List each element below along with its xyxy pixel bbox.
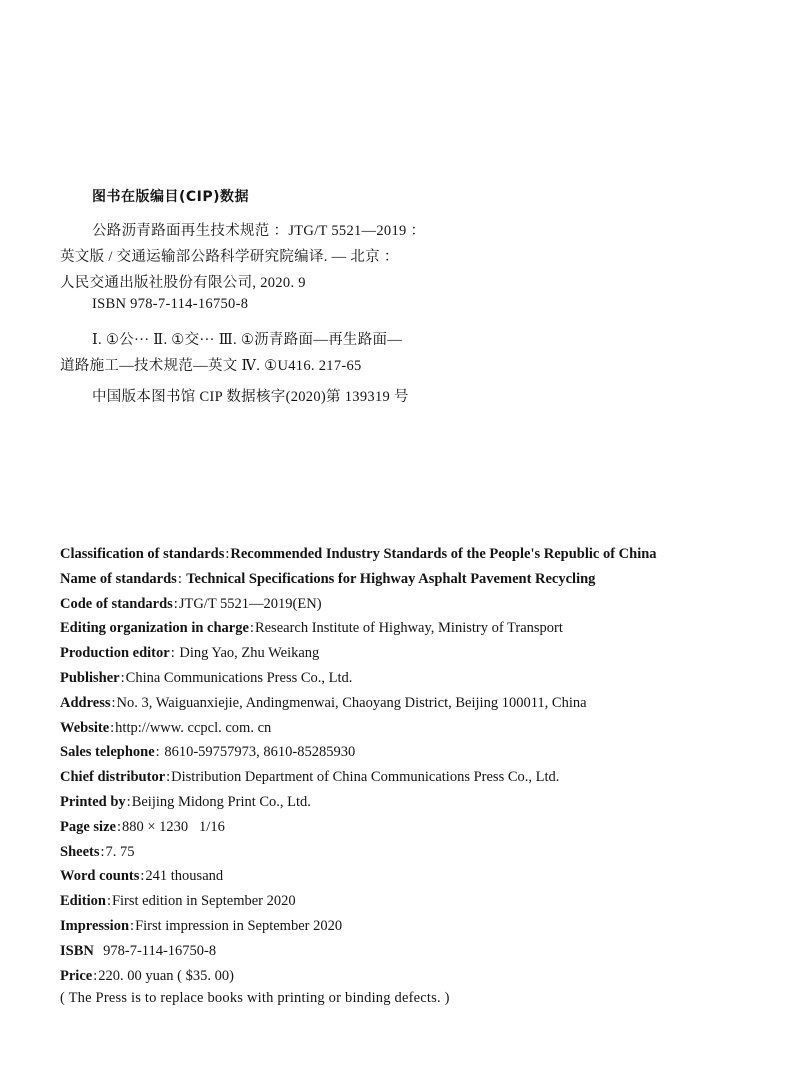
info-value: 7. 75 xyxy=(105,843,135,860)
info-value: 220. 00 yuan ( $35. 00) xyxy=(98,967,234,984)
info-row-isbn xyxy=(60,941,780,966)
info-row-sales-telephone xyxy=(60,742,780,767)
info-row-word-counts xyxy=(60,866,780,891)
info-value: No. 3, Waiguanxiejie, Andingmenwai, Chaoyang District, Beijing 100011, China xyxy=(116,694,587,711)
info-sep: : xyxy=(111,694,116,711)
info-label: Publisher xyxy=(60,669,120,686)
info-sep: : xyxy=(120,669,125,686)
info-value: Beijing Midong Print Co., Ltd. xyxy=(131,793,311,810)
info-label: Classification of standards xyxy=(60,546,225,562)
info-sep: : xyxy=(110,719,115,736)
info-value: 880 × 1230 1/16 xyxy=(122,818,225,835)
cip-heading: 图书在版编目(CIP)数据 xyxy=(92,189,250,205)
info-value: Technical Specifications for Highway Asphalt Pavement Recycling xyxy=(182,570,596,587)
info-value: 978-7-114-16750-8 xyxy=(95,942,217,959)
info-row-impression xyxy=(60,916,780,941)
info-row-address xyxy=(60,693,780,718)
info-row-publisher xyxy=(60,668,780,693)
info-value: First edition in September 2020 xyxy=(111,893,296,910)
info-label: Impression xyxy=(60,917,130,934)
info-label: Address xyxy=(60,694,111,711)
publication-info xyxy=(60,544,780,1007)
info-row-website xyxy=(60,718,780,743)
info-label: Printed by xyxy=(60,793,126,810)
info-value: JTG/T 5521—2019(EN) xyxy=(178,595,322,612)
info-value: http://www. ccpcl. com. cn xyxy=(115,719,272,736)
cip-line-isbn: ISBN 978-7-114-16750-8 xyxy=(92,296,249,312)
info-sep: : xyxy=(166,769,171,786)
info-sep: : xyxy=(177,570,182,587)
info-row-chief-distributor xyxy=(60,767,780,792)
info-label: Sales telephone xyxy=(60,744,155,761)
info-sep: : xyxy=(170,645,175,662)
replacement-note: ( The Press is to replace books with printing or binding defects. ) xyxy=(60,990,450,1007)
cip-line-title: 公路沥青路面再生技术规范 ：JTG/T 5521—2019 ： xyxy=(92,223,426,239)
info-value: 8610-59757973, 8610-85285930 xyxy=(160,744,356,761)
info-label: Word counts xyxy=(60,868,140,885)
cip-line-subjects-cont: 道路施工—技术规范—英文 Ⅳ. ①U416. 217-65 xyxy=(60,358,362,374)
info-sep: : xyxy=(155,744,160,761)
info-sep: : xyxy=(173,595,178,612)
info-sep: : xyxy=(106,893,111,910)
info-label: Page size xyxy=(60,818,116,835)
info-sep: : xyxy=(249,620,254,637)
info-row-edition xyxy=(60,891,780,916)
info-row-code xyxy=(60,594,780,619)
info-value: Ding Yao, Zhu Weikang xyxy=(175,645,320,662)
info-row-price xyxy=(60,966,780,991)
info-sep: : xyxy=(93,967,98,984)
info-label: Production editor xyxy=(60,645,170,662)
info-row-page-size xyxy=(60,817,780,842)
info-row-name xyxy=(60,569,780,594)
info-label: Editing organization in charge xyxy=(60,620,249,637)
info-sep: : xyxy=(225,546,230,562)
info-value: First impression in September 2020 xyxy=(135,917,343,934)
info-row-sheets xyxy=(60,842,780,867)
info-label: Chief distributor xyxy=(60,769,166,786)
cip-line-record-number: 中国版本图书馆 CIP 数据核字(2020)第 139319 号 xyxy=(92,389,409,405)
info-value: Research Institute of Highway, Ministry of Transport xyxy=(254,620,563,637)
info-label: Price xyxy=(60,967,93,984)
info-sep: : xyxy=(116,818,121,835)
info-sep: : xyxy=(130,917,135,934)
info-sep: : xyxy=(126,793,131,810)
info-label: Edition xyxy=(60,893,106,910)
info-label: Sheets xyxy=(60,843,100,860)
cip-line-publisher: 人民交通出版社股份有限公司, 2020. 9 xyxy=(60,275,306,291)
info-row-production-editor xyxy=(60,643,780,668)
info-value: 241 thousand xyxy=(145,868,224,885)
info-sep: : xyxy=(140,868,145,885)
cip-line-subjects: Ⅰ. ①公··· Ⅱ. ①交··· Ⅲ. ①沥青路面—再生路面— xyxy=(92,332,403,348)
info-row-classification xyxy=(60,544,780,569)
info-label: Website xyxy=(60,719,110,736)
info-value: Distribution Department of China Communications Press Co., Ltd. xyxy=(171,769,560,786)
info-row-printed-by xyxy=(60,792,780,817)
cip-line-translator: 英文版 / 交通运输部公路科学研究院编译. — 北京 ： xyxy=(60,249,399,265)
info-label: Name of standards xyxy=(60,570,177,587)
info-label: ISBN xyxy=(60,942,94,959)
info-sep: : xyxy=(100,843,105,860)
info-label: Code of standards xyxy=(60,595,173,612)
info-value: China Communications Press Co., Ltd. xyxy=(125,669,353,686)
info-value: Recommended Industry Standards of the People's Republic of China xyxy=(230,546,657,562)
info-row-editing-org xyxy=(60,618,780,643)
